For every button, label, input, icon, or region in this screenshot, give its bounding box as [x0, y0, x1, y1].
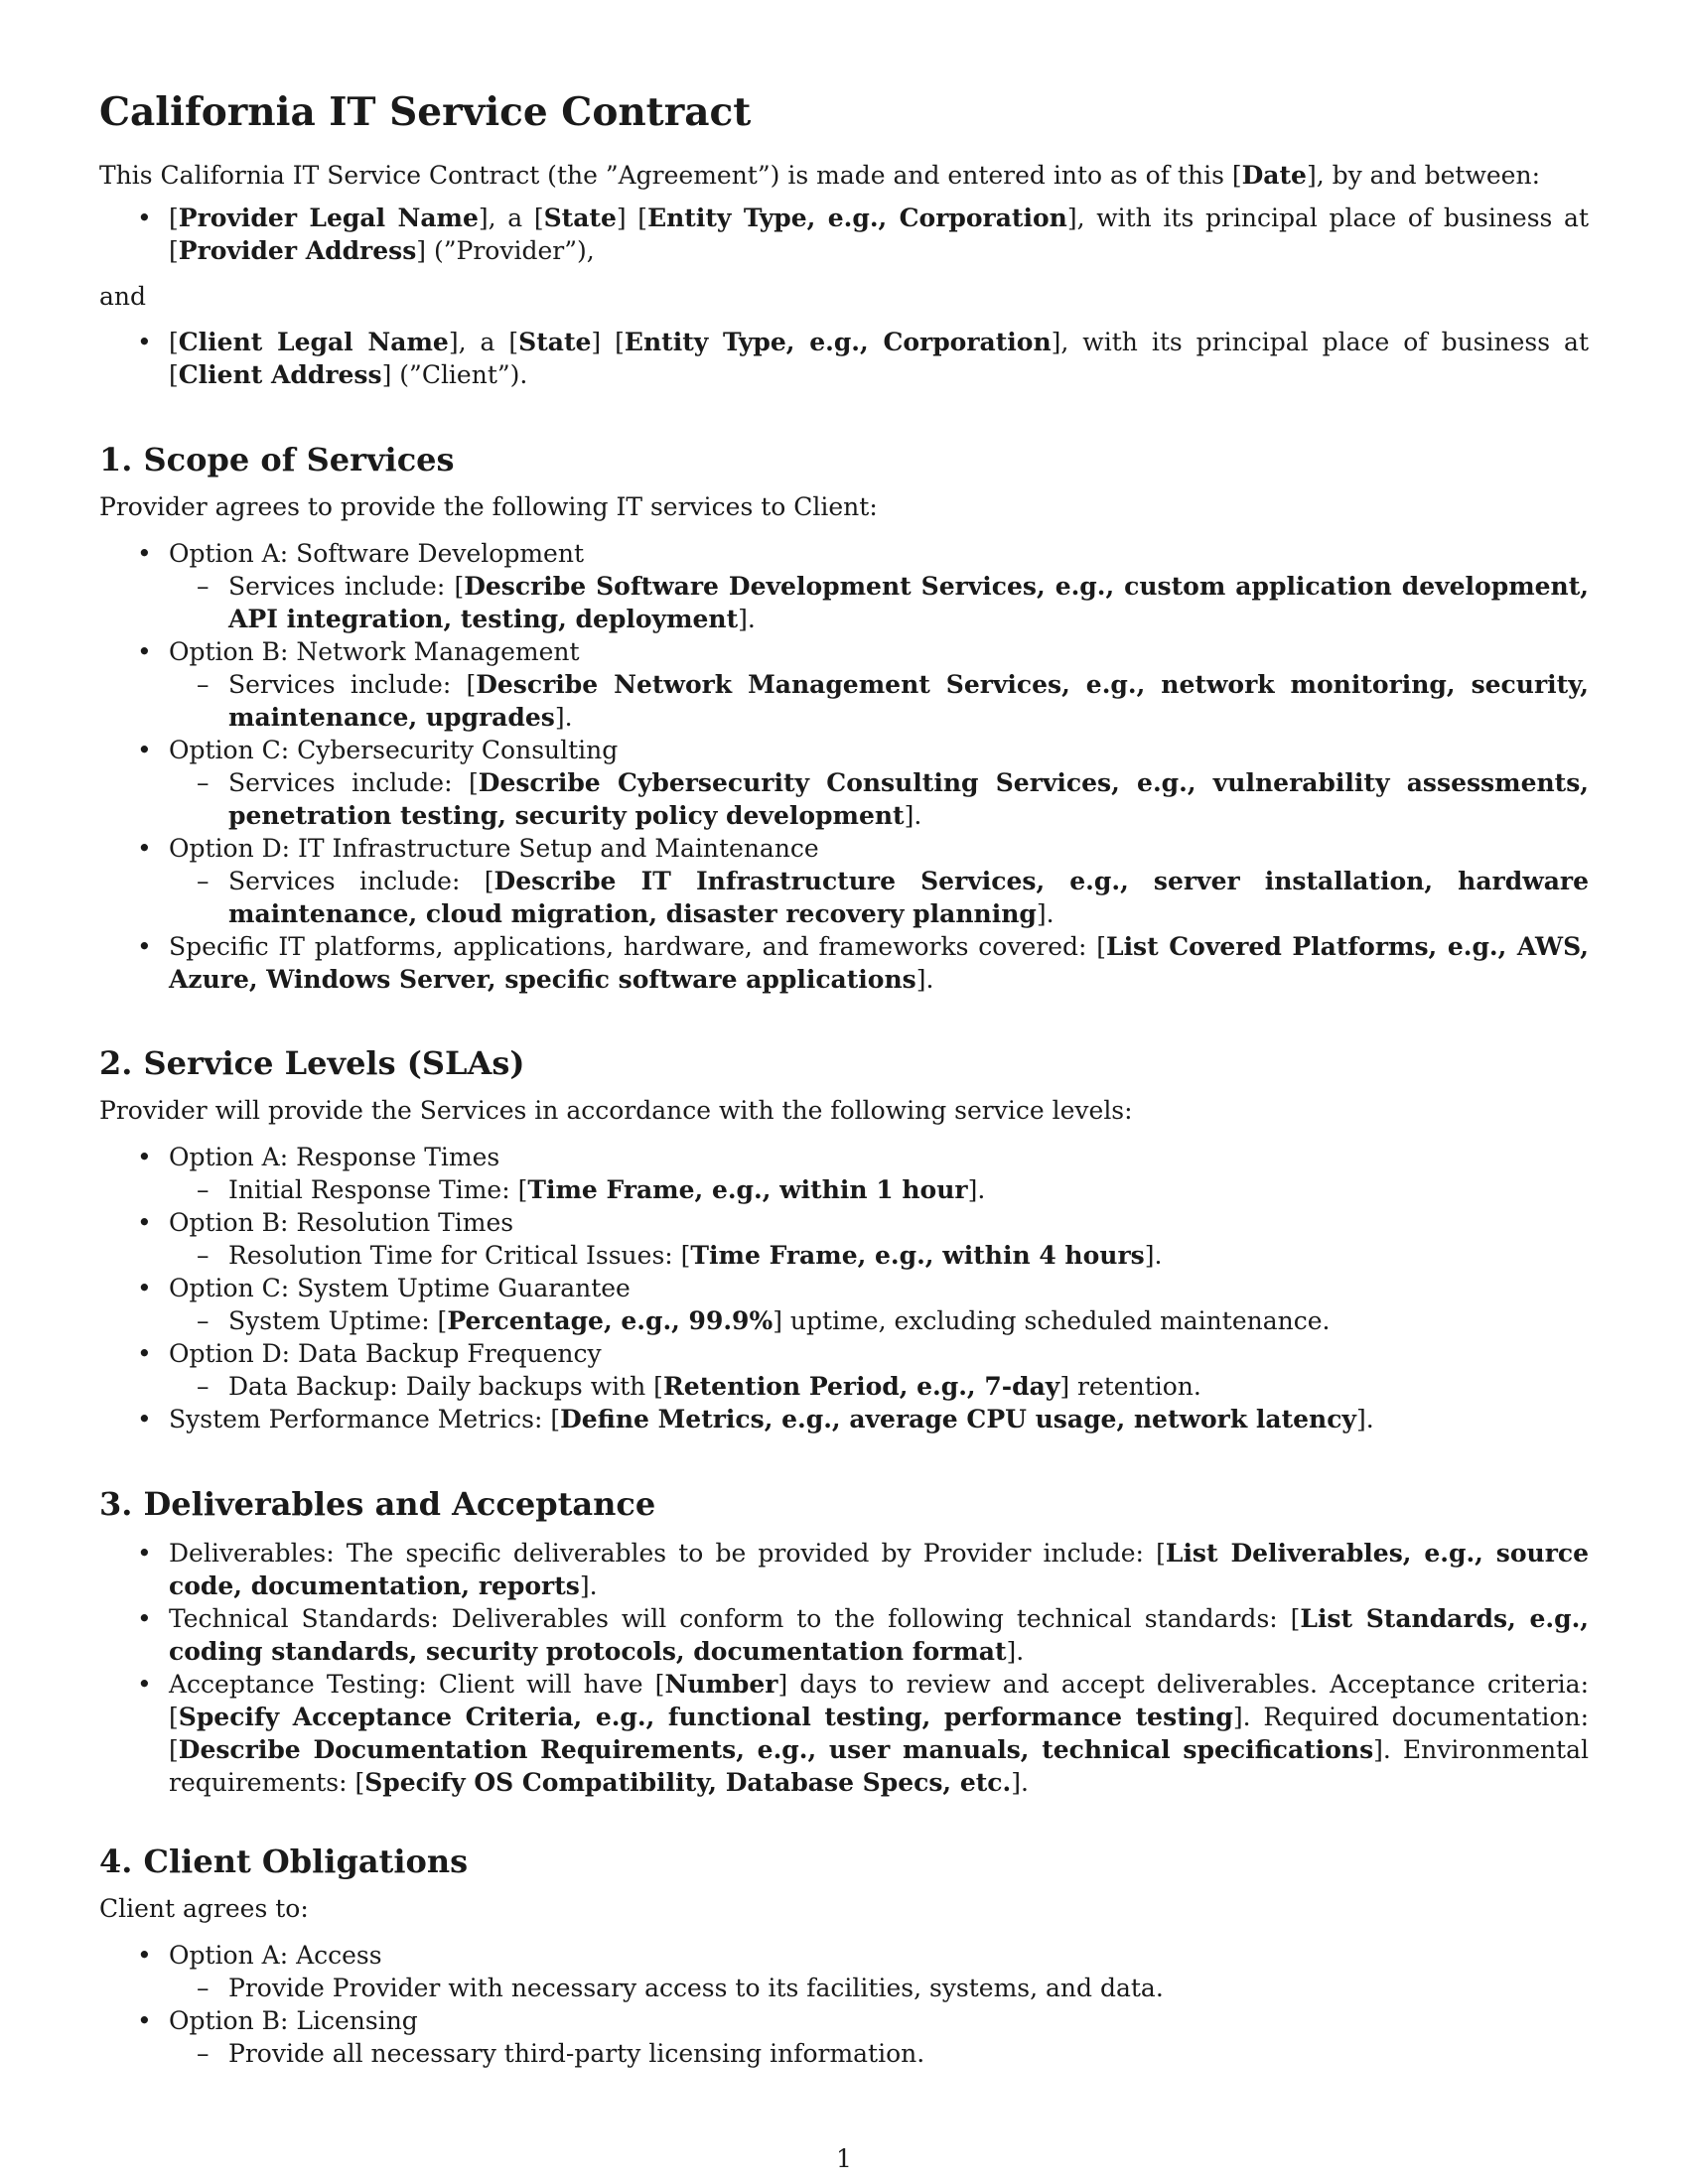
sub-list-item: – Provide all necessary third-party licensing information. — [169, 2037, 1589, 2070]
preamble — [99, 159, 1589, 391]
section-client-obligations — [99, 1843, 1589, 2070]
list-item: • Acceptance Testing: Client will have [Number] days to review and accept deliverables. Acceptance criteria: [Specify Acceptance Criteria, e.g., functional testing, performance testing]. Required documentation: [Describe Documentation Requirements, e.g., user manuals, technical specifications]. Environmental requirements: [Specify OS Compatibility, Database Specs, etc.]. — [99, 1668, 1589, 1799]
list-item: • Option C: Cybersecurity Consulting – Services include: [Describe Cybersecurity Consulting Services, e.g., vulnerability assessments, penetration testing, security policy development]. — [99, 734, 1589, 832]
section-2-heading: 2. Service Levels (SLAs) — [99, 1044, 525, 1082]
section-scope-of-services — [99, 441, 1589, 996]
page-number: 1 — [836, 2144, 852, 2173]
section-3-list — [99, 1537, 1589, 1799]
section-1-list — [99, 537, 1589, 996]
list-item: • Option A: Response Times – Initial Response Time: [Time Frame, e.g., within 1 hour]. — [99, 1141, 1589, 1206]
list-item: • Specific IT platforms, applications, hardware, and frameworks covered: [List Covered Platforms, e.g., AWS, Azure, Windows Server, specific software applications]. — [99, 930, 1589, 996]
list-item: • Option A: Software Development – Services include: [Describe Software Development Services, e.g., custom application development, API integration, testing, deployment]. — [99, 537, 1589, 635]
and-connector: and — [99, 282, 147, 311]
sub-list-item: – Resolution Time for Critical Issues: [Time Frame, e.g., within 4 hours]. — [169, 1239, 1589, 1272]
section-1-intro: Provider agrees to provide the following IT services to Client: — [99, 492, 878, 521]
section-2-intro: Provider will provide the Services in accordance with the following service levels: — [99, 1096, 1133, 1125]
sub-list-item: – Data Backup: Daily backups with [Retention Period, e.g., 7-day] retention. — [169, 1370, 1589, 1403]
list-item: • System Performance Metrics: [Define Metrics, e.g., average CPU usage, network latency]. — [99, 1403, 1589, 1435]
client-party: • [Client Legal Name], a [State] [Entity Type, e.g., Corporation], with its principal place of business at [Client Address] (”Client”). — [99, 326, 1589, 391]
list-item: • Deliverables: The specific deliverables to be provided by Provider include: [List Deliverables, e.g., source code, documentation, reports]. — [99, 1537, 1589, 1602]
section-service-levels — [99, 1044, 1589, 1435]
sub-list-item: – System Uptime: [Percentage, e.g., 99.9%] uptime, excluding scheduled maintenance. — [169, 1304, 1589, 1337]
sub-list-item: – Initial Response Time: [Time Frame, e.g., within 1 hour]. — [169, 1173, 1589, 1206]
list-item: • Option B: Resolution Times – Resolution Time for Critical Issues: [Time Frame, e.g., within 4 hours]. — [99, 1206, 1589, 1272]
list-item: • Option D: Data Backup Frequency – Data Backup: Daily backups with [Retention Period, e.g., 7-day] retention. — [99, 1337, 1589, 1403]
section-3-heading: 3. Deliverables and Acceptance — [99, 1485, 656, 1523]
list-item: • Option A: Access – Provide Provider with necessary access to its facilities, systems, and data. — [99, 1939, 1589, 2004]
section-4-list — [99, 1939, 1589, 2070]
sub-list-item: – Provide Provider with necessary access to its facilities, systems, and data. — [169, 1972, 1589, 2004]
sub-list-item: – Services include: [Describe Cybersecurity Consulting Services, e.g., vulnerability assessments, penetration testing, security policy development]. — [169, 766, 1589, 832]
list-item: • Technical Standards: Deliverables will conform to the following technical standards: [List Standards, e.g., coding standards, security protocols, documentation format]. — [99, 1602, 1589, 1668]
section-4-intro: Client agrees to: — [99, 1894, 309, 1923]
section-1-heading: 1. Scope of Services — [99, 441, 455, 478]
party-list-provider — [99, 202, 1589, 267]
list-item: • Option B: Network Management – Services include: [Describe Network Management Services, e.g., network monitoring, security, maintenance, upgrades]. — [99, 635, 1589, 734]
sub-list-item: – Services include: [Describe IT Infrastructure Services, e.g., server installation, hardware maintenance, cloud migration, disaster recovery planning]. — [169, 865, 1589, 930]
party-list-client — [99, 326, 1589, 391]
section-2-list — [99, 1141, 1589, 1435]
section-deliverables — [99, 1485, 1589, 1799]
intro-paragraph: This California IT Service Contract (the ”Agreement”) is made and entered into as of this [Date], by and between: — [99, 161, 1540, 190]
sub-list-item: – Services include: [Describe Network Management Services, e.g., network monitoring, security, maintenance, upgrades]. — [169, 668, 1589, 734]
list-item: • Option C: System Uptime Guarantee – System Uptime: [Percentage, e.g., 99.9%] uptime, excluding scheduled maintenance. — [99, 1272, 1589, 1337]
section-4-heading: 4. Client Obligations — [99, 1843, 469, 1880]
sub-list-item: – Services include: [Describe Software Development Services, e.g., custom application development, API integration, testing, deployment]. — [169, 570, 1589, 635]
document-title: California IT Service Contract — [99, 89, 752, 135]
list-item: • Option D: IT Infrastructure Setup and Maintenance – Services include: [Describe IT Infrastructure Services, e.g., server installation, hardware maintenance, cloud migration, disaster recovery planning]. — [99, 832, 1589, 930]
list-item: • Option B: Licensing – Provide all necessary third-party licensing information. — [99, 2004, 1589, 2070]
provider-party: • [Provider Legal Name], a [State] [Entity Type, e.g., Corporation], with its principal place of business at [Provider Address] (”Provider”), — [99, 202, 1589, 267]
